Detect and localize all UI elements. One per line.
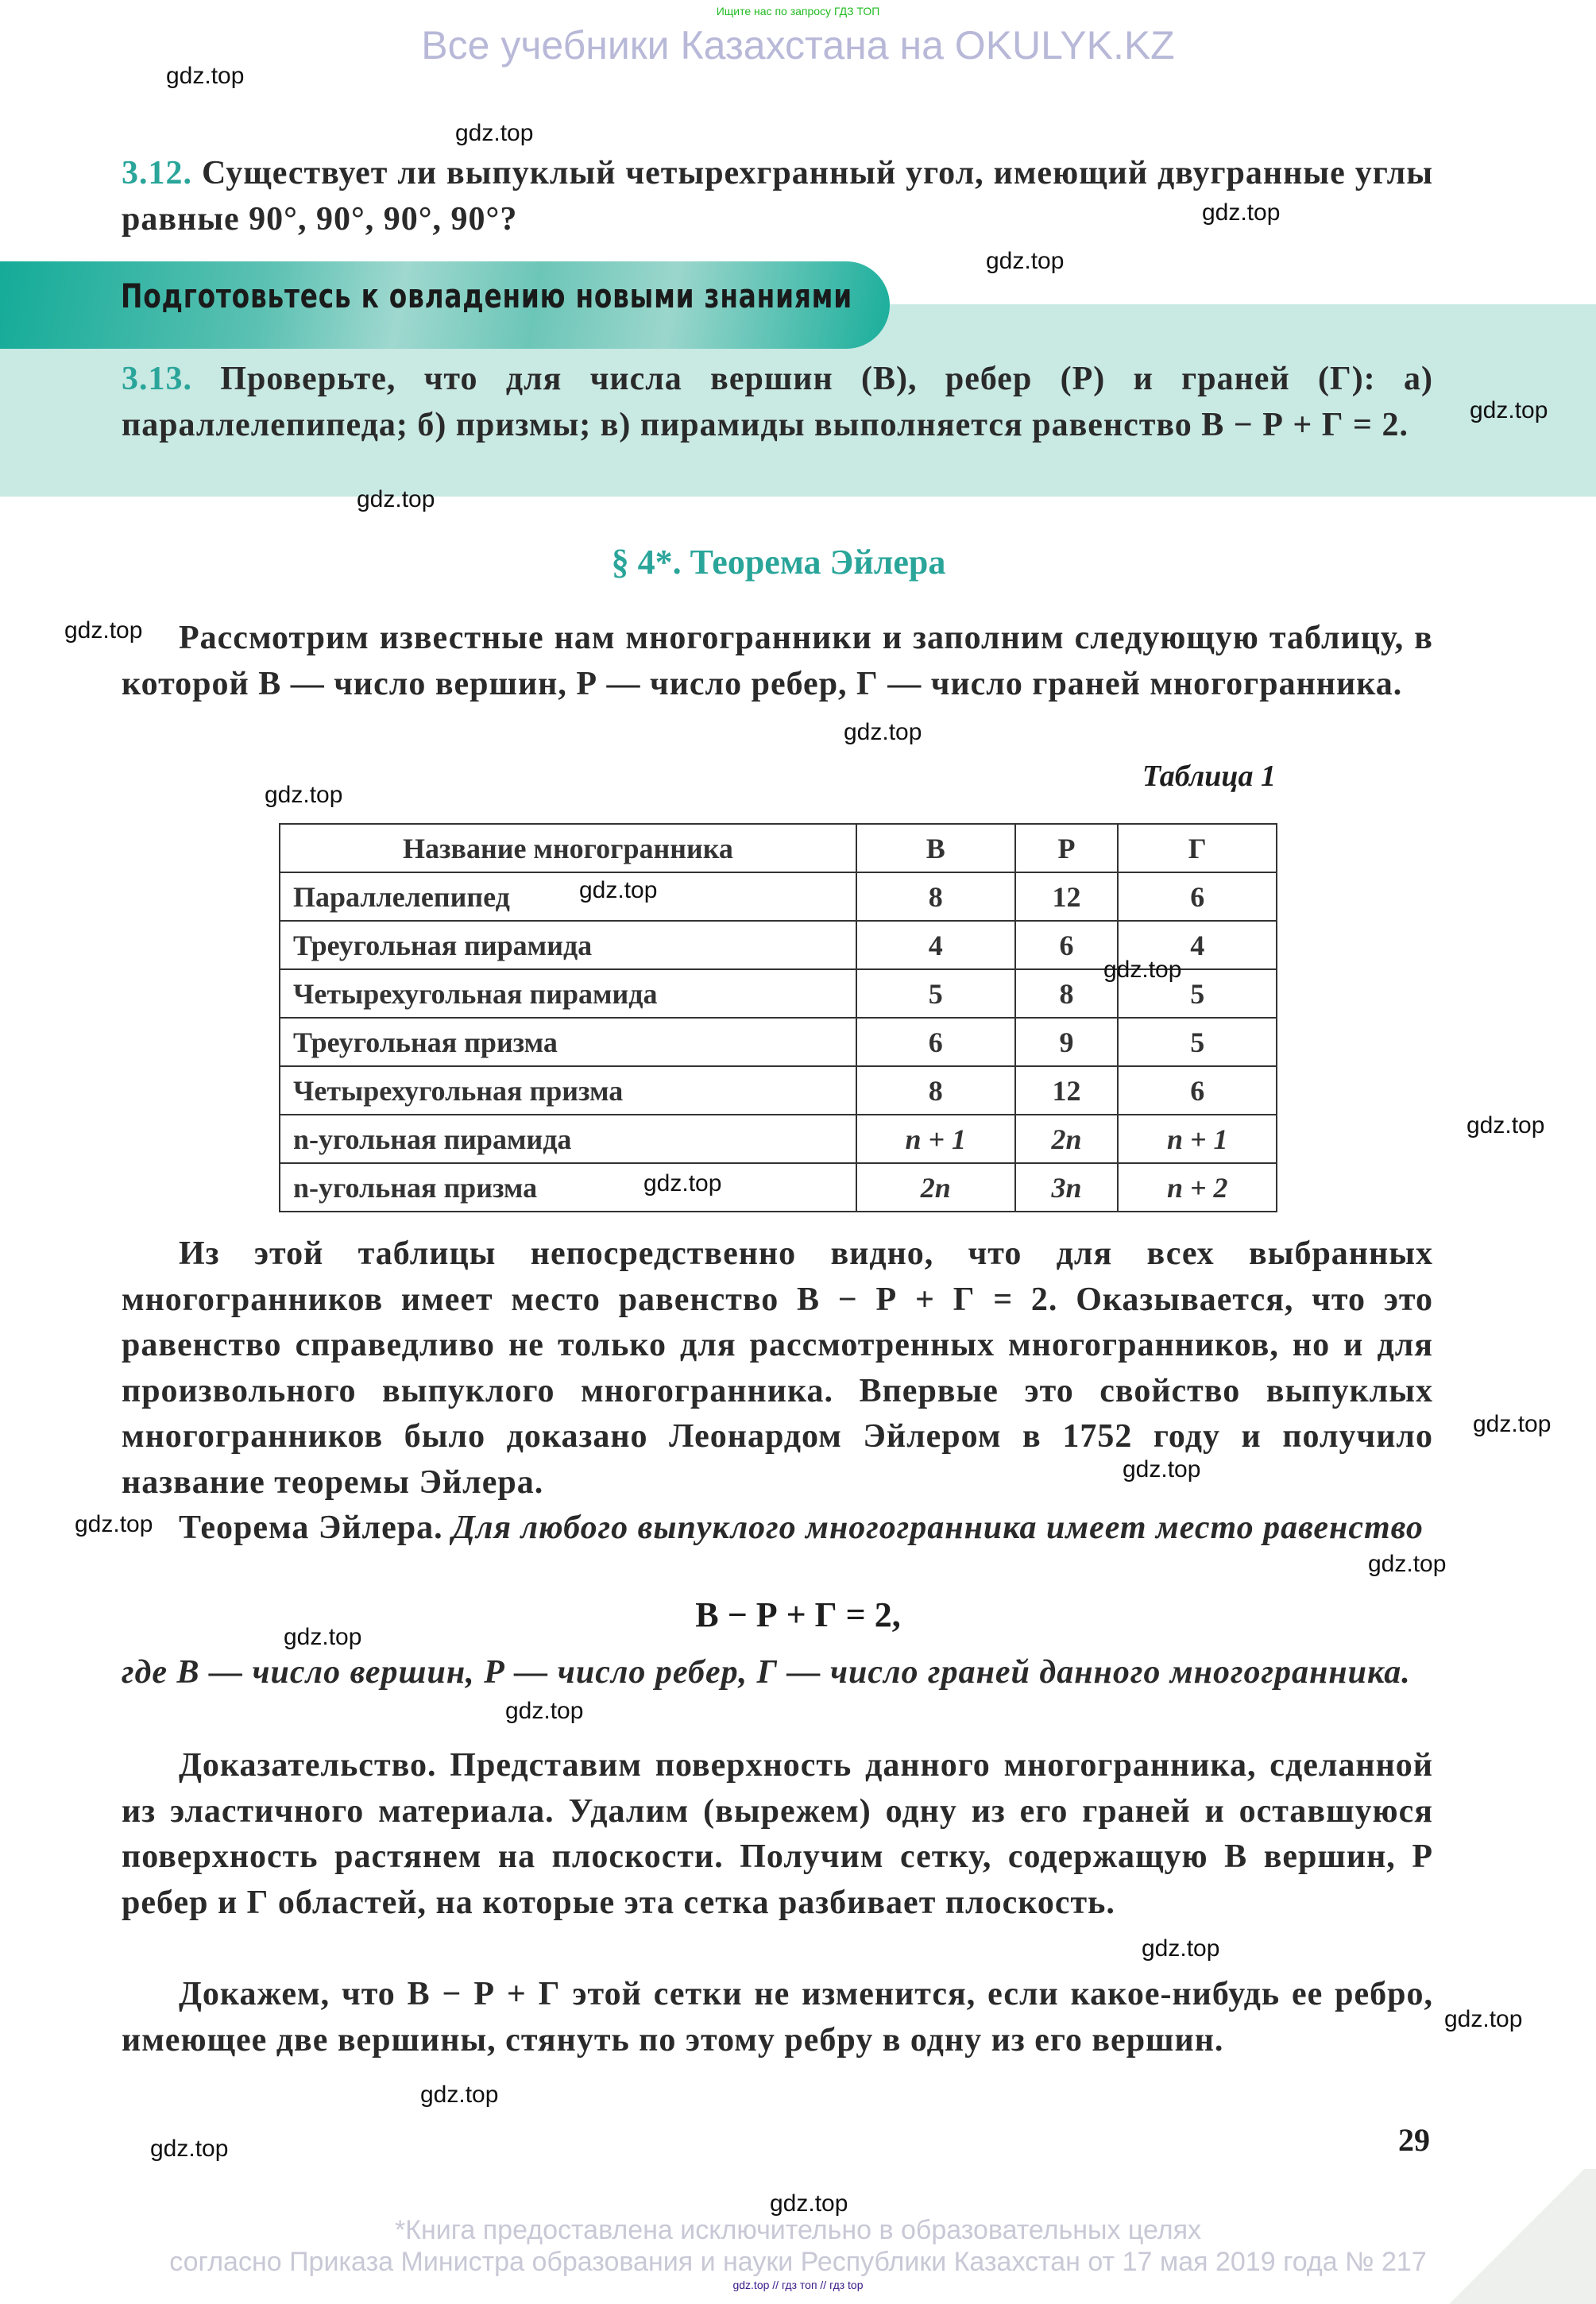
prep-band-title: Подготовьтесь к овладению новыми знаниями [121, 276, 852, 315]
task-3-13 [122, 357, 1433, 448]
cell-name: Четырехугольная призма [280, 1066, 856, 1115]
watermark: gdz.top [1473, 1411, 1552, 1437]
table-row [280, 1163, 1277, 1212]
cell-v: 8 [856, 872, 1015, 921]
watermark: gdz.top [1142, 1935, 1220, 1962]
table-row [280, 1066, 1277, 1115]
cell-name: Параллелепипед [280, 872, 856, 921]
watermark: gdz.top [1202, 199, 1281, 226]
cell-p: 2n [1015, 1115, 1119, 1163]
watermark: gdz.top [150, 2136, 229, 2162]
cell-g: n + 2 [1118, 1163, 1277, 1212]
cell-v: n + 1 [856, 1115, 1015, 1163]
task-text: Существует ли выпуклый четырехгранный угол, имеющий двугранные углы равные 90°, 90°, 90°, 90°? [122, 155, 1433, 238]
watermark: gdz.top [579, 877, 658, 903]
header-cell: Название многогранника [280, 824, 856, 872]
cell-name: Треугольная призма [280, 1018, 856, 1066]
cell-p: 12 [1015, 872, 1119, 921]
cell-name: n-угольная пирамида [280, 1115, 856, 1163]
cell-g: 5 [1118, 1018, 1277, 1066]
watermark: gdz.top [986, 248, 1065, 274]
cell-p: 12 [1015, 1066, 1119, 1115]
proof-label: Доказательство. [179, 1747, 437, 1784]
watermark: gdz.top [166, 63, 245, 89]
cell-p: 9 [1015, 1018, 1119, 1066]
watermark: gdz.top [1123, 1456, 1201, 1483]
cell-v: 4 [856, 921, 1015, 969]
footer-line-1: *Книга предоставлена исключительно в образовательных целях [394, 2215, 1202, 2245]
cell-p: 6 [1015, 921, 1119, 969]
cell-v: 5 [856, 969, 1015, 1018]
euler-formula: В − Р + Г = 2, [695, 1595, 901, 1634]
cell-v: 2n [856, 1163, 1015, 1212]
cell-v: 8 [856, 1066, 1015, 1115]
watermark: gdz.top [1368, 1551, 1447, 1577]
watermark: gdz.top [64, 617, 143, 644]
cell-name: Треугольная пирамида [280, 921, 856, 969]
task-3-12 [122, 151, 1433, 242]
section-title: § 4*. Теорема Эйлера [611, 543, 946, 582]
cell-p: 8 [1015, 969, 1119, 1018]
footer-links[interactable]: gdz.top // гдз топ // гдз top [732, 2279, 864, 2291]
polyhedra-table [279, 823, 1277, 1212]
cell-v: 6 [856, 1018, 1015, 1066]
watermark: gdz.top [844, 719, 922, 745]
cell-name: Четырехугольная пирамида [280, 969, 856, 1018]
theorem-label: Теорема Эйлера. [179, 1510, 443, 1546]
search-hint: Ищите нас по запросу ГДЗ ТОП [716, 5, 880, 17]
watermark: gdz.top [265, 782, 343, 808]
cell-name: n-угольная призма [280, 1163, 856, 1212]
watermark: gdz.top [1103, 957, 1182, 983]
watermark: gdz.top [1444, 2006, 1523, 2032]
proof-text: Представим поверхность данного многогранника, сделанной из эластичного материала. Удалим (вырежем) одну из его граней и оставшуюся поверхность растянем на плоскости. Получим сетку, содержащую В вершин, Р ребер и Г областей, на которые эта сетка разбивает плоскость. [122, 1747, 1433, 1921]
header-cell: Р [1015, 824, 1119, 872]
header-cell: Г [1118, 824, 1277, 872]
cell-g: 5 [1118, 969, 1277, 1018]
header-cell: В [856, 824, 1015, 872]
theorem-statement [122, 1506, 1433, 1552]
table-header-row [280, 824, 1277, 872]
theorem-tail: где В — число вершин, Р — число ребер, Г — число граней данного многогранника. [122, 1654, 1411, 1691]
intro-paragraph: Рассмотрим известные нам многогранники и заполним следующую таблицу, в которой В — число вершин, Р — число ребер, Г — число граней многогранника. [122, 620, 1433, 702]
watermark: gdz.top [770, 2190, 848, 2217]
watermark: gdz.top [1467, 1112, 1545, 1138]
watermark: gdz.top [420, 2082, 499, 2108]
watermark: gdz.top [505, 1698, 584, 1724]
watermark: gdz.top [284, 1624, 362, 1650]
watermark: gdz.top [75, 1511, 153, 1537]
cell-g: n + 1 [1118, 1115, 1277, 1163]
task-number: 3.13. [122, 361, 192, 397]
task-number: 3.12. [122, 155, 192, 191]
footer-line-2: согласно Приказа Министра образования и науки Республики Казахстан от 17 мая 2019 года № 217 [169, 2247, 1427, 2277]
watermark: gdz.top [643, 1170, 722, 1196]
watermark: gdz.top [357, 486, 435, 512]
paragraph-euler-history: Из этой таблицы непосредственно видно, что для всех выбранных многогранников имеет место равенство В − Р + Г = 2. Оказывается, что это равенство справедливо не только для рассмотренных многогранников, но и для произвольного выпуклого многогранника. Впервые это свойство выпуклых многогранников было доказано Леонардом Эйлером в 1752 году и получило название теоремы Эйлера. [122, 1235, 1433, 1501]
watermark: gdz.top [1470, 397, 1548, 423]
cell-p: 3n [1015, 1163, 1119, 1212]
page-number: 29 [1398, 2122, 1430, 2158]
table-caption: Таблица 1 [1142, 760, 1276, 793]
cell-g: 6 [1118, 1066, 1277, 1115]
paragraph-proof-step: Докажем, что В − Р + Г этой сетки не изменится, если какое-нибудь ее ребро, имеющее две вершины, стянуть по этому ребру в одну из его вершин. [122, 1976, 1433, 2059]
table-row [280, 1115, 1277, 1163]
cell-g: 4 [1118, 921, 1277, 969]
theorem-text: Для любого выпуклого многогранника имеет место равенство [452, 1510, 1424, 1546]
watermark: gdz.top [455, 120, 534, 146]
table-row [280, 872, 1277, 921]
table-row [280, 1018, 1277, 1066]
cell-g: 6 [1118, 872, 1277, 921]
proof-paragraph [122, 1743, 1433, 1926]
task-text: Проверьте, что для числа вершин (В), ребер (Р) и граней (Г): а) параллелепипеда; б) призмы; в) пирамиды выполняется равенство В − Р + Г = 2. [122, 361, 1433, 443]
site-title: Все учебники Казахстана на OKULYK.KZ [421, 23, 1175, 68]
